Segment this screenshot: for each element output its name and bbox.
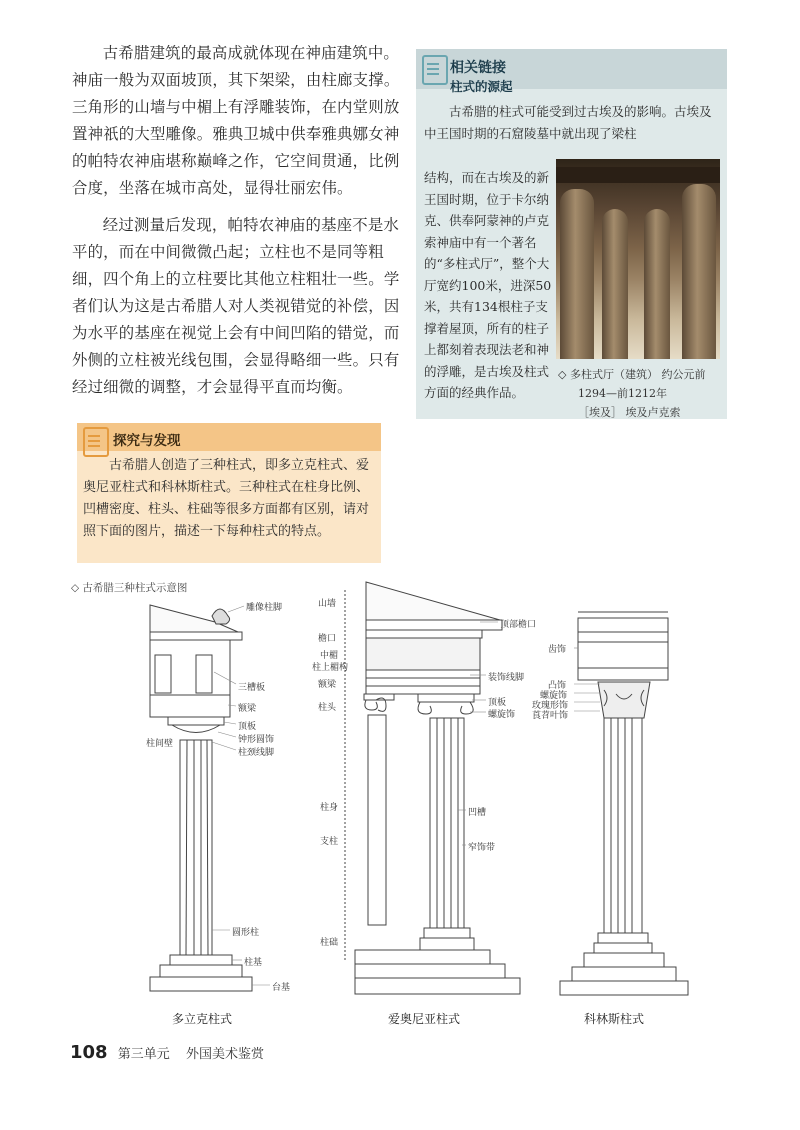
ionic-label: 顶板 [488, 698, 507, 708]
section-label: 外国美术鉴赏 [186, 1047, 265, 1062]
doric-echinus [172, 725, 220, 733]
corinthian-label: 齿饰 [548, 645, 567, 655]
paragraph-2: 经过测量后发现，帕特农神庙的基座不是水平的，而在中间微微凸起；立柱也不是同等粗细，四个角上的立柱要比其他立柱粗壮一些。学者们认为这是古希腊人对人类视错觉的补偿，因为水平的基座在视觉上会有中间凹陷的错觉，而外侧的立柱被光线包围，会显得略细一些。只有经过细微的调整，才会显得平直而均衡。 [72, 216, 400, 396]
doric-label: 雕像柱脚 [246, 603, 283, 613]
ionic-label: 山墙 [318, 599, 337, 609]
ionic-label: 柱身 [320, 803, 339, 813]
ionic-label: 窄饰带 [468, 843, 496, 853]
corinthian-label: 螺旋饰 [540, 691, 568, 701]
doric-label: 柱间壁 [146, 739, 174, 749]
corinthian-label: 莨苕叶饰 [532, 711, 569, 721]
doric-title: 多立克柱式 [172, 1012, 233, 1026]
corinthian-base [598, 933, 648, 943]
doric-statue [212, 609, 230, 624]
ionic-label: 支柱 [320, 837, 339, 847]
doric-label: 柱基 [244, 958, 263, 968]
doric-step [150, 977, 252, 991]
doric-step [160, 965, 242, 977]
corinthian-step [560, 981, 688, 995]
caption-line-2: 1294—前1212年 [578, 387, 667, 400]
diagram-caption: ◇ 古希腊三种柱式示意图 [71, 582, 188, 594]
doric-label: 顶板 [238, 722, 257, 732]
corinthian-cornice [578, 618, 668, 632]
corinthian-label: 凸饰 [548, 681, 567, 691]
corinthian-frieze [578, 642, 668, 668]
doric-label: 钟形圆饰 [238, 735, 275, 745]
ionic-step [355, 950, 490, 964]
doric-triglyph [196, 655, 212, 693]
ionic-label: 凹槽 [468, 808, 487, 818]
corinthian-title: 科林斯柱式 [584, 1012, 645, 1026]
corinthian-capital [598, 682, 650, 718]
caption-line-1: ◇ 多柱式厅（建筑） 约公元前 [558, 368, 706, 381]
doric-triglyph [155, 655, 171, 693]
ionic-shaft-right [430, 718, 464, 928]
doric-label: 三槽板 [238, 683, 266, 693]
corinthian-step [572, 967, 676, 981]
related-link-intro: 古希腊的柱式可能受到过古埃及的影响。古埃及中王国时期的石窟陵墓中就出现了梁柱 [424, 104, 712, 141]
doric-label: 台基 [272, 983, 291, 993]
ionic-label: 顶部檐口 [500, 620, 537, 630]
doric-stylobate [170, 955, 232, 965]
ionic-architrave [366, 670, 480, 694]
ionic-label: 装饰线脚 [488, 673, 525, 683]
explore-title: 探究与发现 [113, 433, 181, 449]
ionic-label: 中楣 [320, 651, 339, 661]
ionic-step [355, 978, 520, 994]
ionic-label: 柱础 [320, 938, 339, 948]
doric-frieze [150, 640, 230, 695]
corinthian-shaft [604, 718, 642, 933]
page-number: 108 [70, 1042, 108, 1063]
ionic-title: 爱奥尼亚柱式 [388, 1012, 461, 1026]
ionic-cornice [366, 620, 502, 630]
explore-text: 古希腊人创造了三种柱式，即多立克柱式、爱奥尼亚柱式和科林斯柱式。三种柱式在柱身比例、凹槽密度、柱头、柱础等很多方面都有区别，请对照下面的图片，描述一下每种柱式的特点。 [83, 458, 370, 539]
ionic-label: 螺旋饰 [488, 710, 516, 720]
related-link-subtitle: 柱式的源起 [450, 79, 513, 94]
caption-line-3: ［埃及］ 埃及卢克索 [578, 406, 681, 419]
doric-cornice [150, 632, 242, 640]
ionic-label: 柱上楣构 [312, 663, 349, 673]
doric-label: 额梁 [238, 704, 257, 714]
ionic-step [355, 964, 505, 978]
corinthian-label: 玫瑰形饰 [532, 701, 569, 711]
ionic-drawing [345, 582, 520, 994]
ionic-shaft-left [368, 715, 386, 925]
ionic-frieze [366, 638, 480, 670]
ionic-label: 檐口 [318, 634, 337, 644]
unit-label: 第三单元 [117, 1047, 170, 1062]
related-link-title: 相关链接 [450, 60, 506, 76]
related-link-column-text: 结构，而在古埃及的新王国时期，位于卡尔纳克、供奉阿蒙神的卢克索神庙中有一个著名的“多柱式厅”，整个大厅宽约100米，进深50米，共有134根柱子支撑着屋顶，所有的柱子上都刻着表现法老和神的浮雕，是古埃及柱式方面的经典作品。 [424, 170, 552, 400]
paragraph-1: 古希腊建筑的最高成就体现在神庙建筑中。神庙一般为双面坡顶，其下架梁，由柱廊支撑。三角形的山墙与中楣上有浮雕装饰，在内堂则放置神祇的大型雕像。雅典卫城中供奉雅典娜女神的帕特农神庙堪称巅峰之作，它空间贯通，比例合度，坐落在城市高处，显得壮丽宏伟。 [72, 44, 400, 197]
doric-abacus [168, 717, 224, 725]
corinthian-architrave [578, 668, 668, 680]
ionic-pediment [366, 582, 500, 620]
ionic-label: 额梁 [318, 680, 337, 690]
ionic-capital-right [418, 702, 473, 714]
corinthian-step [584, 953, 664, 967]
doric-architrave [150, 695, 230, 717]
ionic-label: 柱头 [318, 703, 337, 713]
doric-label: 柱颈线脚 [238, 748, 275, 758]
corinthian-drawing [560, 612, 688, 995]
ionic-base [424, 928, 470, 938]
corinthian-dentils [578, 632, 668, 642]
doric-label: 圆形柱 [232, 928, 260, 938]
page-footer [70, 1042, 264, 1063]
ionic-dentils [366, 630, 482, 638]
